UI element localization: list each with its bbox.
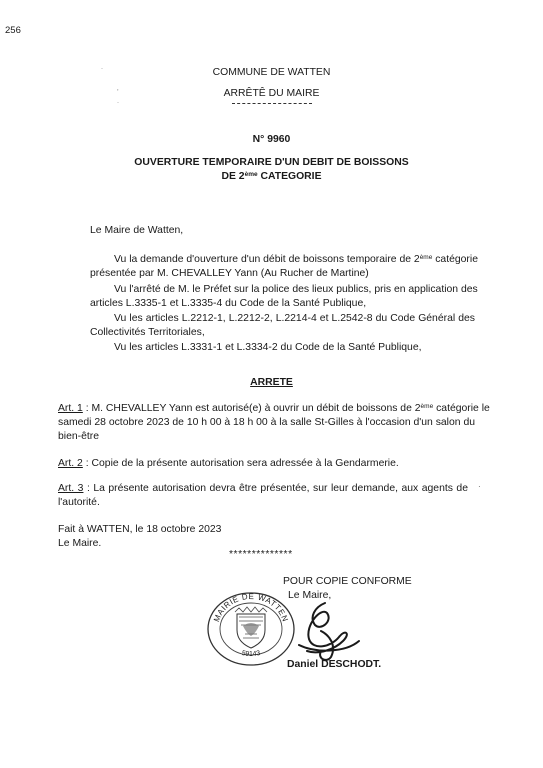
vu-3-line-1: Vu les articles L.2212-1, L.2212-2, L.2214-4 et L.2542-8 du Code Général des [114,313,475,324]
vu-1-line-2: présentée par M. CHEVALLEY Yann (Au Rucher de Martine) [90,268,369,279]
scan-speck: · [478,482,481,491]
stars-separator: ************** [229,549,293,560]
subject-line-2: DE 2ème CATEGORIE [221,171,322,182]
scan-speck: · [101,66,103,72]
greeting: Le Maire de Watten, [90,225,184,236]
le-maire-closing: Le Maire. [58,538,102,549]
mayor-name: Daniel DESCHODT. [287,659,382,670]
fait-a: Fait à WATTEN, le 18 octobre 2023 [58,524,222,535]
arrete-heading: ARRETE [250,377,293,388]
scan-speck: · [117,100,119,106]
le-maire-signature: Le Maire, [288,590,332,601]
subject-line-1: OUVERTURE TEMPORAIRE D'UN DEBIT DE BOISSONS [134,157,409,168]
title-underline [232,103,312,104]
article-1-line-3: bien-être [58,431,100,442]
arrete-number: N° 9960 [252,134,291,145]
article-1-line-2: samedi 28 octobre 2023 de 10 h 00 à 18 h 00 à la salle St-Gilles à l'occasion d'un salon du [58,417,475,428]
page-number: 256 [5,25,21,36]
commune-name: COMMUNE DE WATTEN [212,67,331,78]
mairie-seal-stamp [205,590,297,666]
svg-text:MAIRIE DE WATTEN: MAIRIE DE WATTEN [212,591,290,624]
copie-conforme: POUR COPIE CONFORME [283,576,412,587]
article-2: Art. 2 : Copie de la présente autorisation sera adressée à la Gendarmerie. [58,458,399,469]
article-1-line-1: Art. 1 : M. CHEVALLEY Yann est autorisé(e) à ouvrir un débit de boissons de 2ème catégorie le [58,403,490,414]
handwritten-signature [285,595,363,667]
article-3-line-2: l'autorité. [58,497,100,508]
vu-4: Vu les articles L.3331-1 et L.3334-2 du Code de la Santé Publique, [114,342,422,353]
vu-2-line-2: articles L.3335-1 et L.3335-4 du Code de la Santé Publique, [90,298,367,309]
vu-1-line-1: Vu la demande d'ouverture d'un débit de boissons temporaire de 2ème catégorie [114,254,478,265]
arrete-title: ARRÊTÊ DU MAIRE [223,88,320,99]
article-3-line-1: Art. 3 : La présente autorisation devra être présentée, sur leur demande, aux agents de [58,483,468,494]
vu-2-line-1: Vu l'arrêté de M. le Préfet sur la police des lieux publics, pris en application des [114,284,478,295]
scan-speck: , [117,86,119,92]
vu-3-line-2: Collectivités Territoriales, [90,327,205,338]
svg-text:59143: 59143 [240,649,262,659]
